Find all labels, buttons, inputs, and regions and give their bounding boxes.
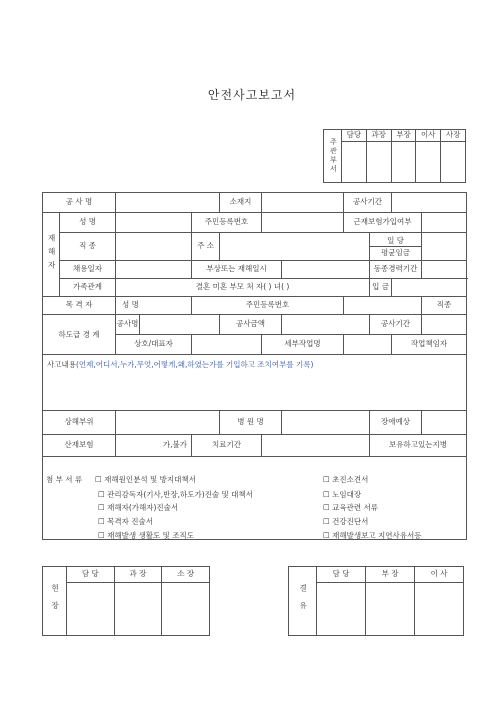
field-sub-period[interactable] [422, 315, 467, 335]
label-industrial-insurance: 산재보험 [43, 435, 116, 457]
label-treatment-period: 치료기간 [192, 435, 262, 457]
approval-sign-cell[interactable] [391, 142, 416, 183]
label-project-name: 공 사 명 [43, 193, 116, 213]
label-witness: 목 격 자 [43, 297, 116, 315]
field-treatment-period[interactable] [262, 435, 370, 457]
label-task-name: 세부작업명 [262, 335, 344, 355]
approval-sign-cell[interactable] [366, 583, 415, 636]
label-experience: 동종경력기간 [370, 261, 422, 279]
field-experience[interactable] [422, 261, 467, 279]
approval-site-label: 현장 [43, 567, 67, 636]
field-disability[interactable] [422, 411, 467, 435]
field-company-rep[interactable] [192, 335, 262, 355]
label-preexisting-condition: 보유하고있는지병 [370, 435, 467, 457]
label-insurance: 근재보험가입여부 [344, 213, 422, 233]
attachment-item[interactable]: ☐ 재해발생 생활도 및 조직도 [98, 531, 194, 540]
approval-box-decision [288, 566, 464, 636]
approval-header: 소 장 [162, 567, 210, 583]
label-hire-date: 채용일자 [60, 261, 116, 279]
approval-header: 과 장 [114, 567, 162, 583]
field-wages[interactable] [422, 233, 467, 261]
label-witness-job: 직종 [422, 297, 467, 315]
label-deposit: 입 금 [370, 279, 392, 297]
approval-sign-cell[interactable] [342, 142, 367, 183]
label-sub-period: 공사기간 [370, 315, 422, 335]
field-job-type[interactable] [116, 233, 192, 261]
attachment-item[interactable]: ☐ 교육관련 서류 [323, 503, 378, 512]
field-resident-number[interactable] [262, 213, 344, 233]
field-project-name[interactable] [116, 193, 220, 213]
approval-header: 이 사 [415, 567, 464, 583]
field-victim-name[interactable] [116, 213, 192, 233]
approval-header: 담 당 [317, 567, 366, 583]
field-injury-part[interactable] [116, 411, 220, 435]
label-sub-amount: 공사금액 [220, 315, 282, 335]
field-sub-amount[interactable] [282, 315, 370, 335]
attachment-item[interactable]: ☐ 재해자(가해자)진술서 [98, 503, 179, 512]
attachment-item[interactable]: ☐ 재해발생보고 지연사유서등 [323, 531, 422, 540]
approval-header: 이사 [416, 130, 441, 142]
label-company-rep: 상호/대표자 [116, 335, 192, 355]
approval-box-site [42, 566, 210, 636]
document-title: 안전사고보고서 [207, 88, 297, 102]
attachments-label: 첨 부 서 류 [46, 475, 83, 484]
field-location[interactable] [262, 193, 344, 213]
label-injury-datetime: 부상또는 재해일시 [192, 261, 282, 279]
approval-header: 담당 [342, 130, 367, 142]
label-accident-content: 사고내용 [47, 360, 76, 369]
field-hospital[interactable] [282, 411, 370, 435]
attachment-item[interactable]: ☐ 건강진단서 [323, 517, 369, 526]
label-location: 소재지 [220, 193, 262, 213]
label-disability: 장애예상 [370, 411, 422, 435]
field-deposit[interactable] [392, 279, 467, 297]
label-job-type: 직 종 [60, 233, 116, 261]
attachment-item[interactable]: ☐ 재해원인분석 및 방지대책서 [95, 475, 196, 484]
field-address[interactable] [220, 233, 370, 261]
accident-content-area[interactable] [43, 355, 467, 411]
label-victim-name: 성 명 [60, 213, 116, 233]
approval-sign-cell[interactable] [416, 142, 441, 183]
attachment-item[interactable]: ☐ 목격자 진술서 [98, 517, 153, 526]
label-project-period: 공사기간 [344, 193, 392, 213]
approval-header: 부장 [391, 130, 416, 142]
attachment-item[interactable]: ☐ 노임대장 [323, 490, 362, 499]
approval-header: 부 장 [366, 567, 415, 583]
approval-sign-cell[interactable] [441, 142, 466, 183]
approval-side-label: 주관부서 [324, 130, 342, 183]
field-project-period[interactable] [392, 193, 467, 213]
approval-header: 사장 [441, 130, 466, 142]
approval-sign-cell[interactable] [415, 583, 464, 636]
label-witness-resident-number: 주민등록번호 [192, 297, 344, 315]
field-injury-datetime[interactable] [282, 261, 370, 279]
attachment-item[interactable]: ☐ 관리감독자(기사,반장,하도가)진술 및 대책서 [98, 490, 253, 499]
label-daily-wage: 일 당 [370, 235, 421, 247]
approval-box-top [323, 129, 466, 183]
field-sub-project-name[interactable] [140, 315, 220, 335]
field-insurance[interactable] [422, 213, 467, 233]
label-task-manager: 작업책임자 [392, 335, 467, 355]
field-family-status[interactable]: 결혼 미혼 부모 처 자( ) 녀( ) [116, 279, 370, 297]
field-task-name[interactable] [344, 335, 392, 355]
approval-header: 담 당 [67, 567, 115, 583]
accident-report-form [42, 192, 467, 540]
label-witness-name: 성 명 [116, 297, 192, 315]
label-sub-project-name: 공사명 [116, 315, 140, 335]
label-address: 주 소 [192, 233, 220, 261]
approval-header: 과장 [366, 130, 391, 142]
approval-sign-cell[interactable] [67, 583, 115, 636]
label-injury-part: 상해부위 [43, 411, 116, 435]
attachment-item[interactable]: ☐ 초진소견서 [323, 475, 369, 484]
label-victim: 재해자 [43, 213, 60, 297]
approval-sign-cell[interactable] [114, 583, 162, 636]
accident-content-hint: (언제,어디서,누가,무엇,어떻게,왜,하였는가를 기입하고 조치여부를 기록) [75, 360, 314, 369]
label-family: 가족관계 [60, 279, 116, 297]
approval-sign-cell[interactable] [317, 583, 366, 636]
approval-decision-label: 결유 [289, 567, 317, 636]
approval-sign-cell[interactable] [366, 142, 391, 183]
approval-sign-cell[interactable] [162, 583, 210, 636]
label-average-wage: 평균임금 [381, 248, 411, 257]
label-resident-number: 주민등록번호 [192, 213, 262, 233]
field-hire-date[interactable] [116, 261, 192, 279]
label-wages [370, 233, 422, 261]
label-hospital: 병 원 명 [220, 411, 282, 435]
field-witness[interactable] [344, 297, 422, 315]
field-insurance-eligibility[interactable]: 가,불가 [116, 435, 192, 457]
label-subcontract: 하도급 경 계 [43, 315, 116, 355]
